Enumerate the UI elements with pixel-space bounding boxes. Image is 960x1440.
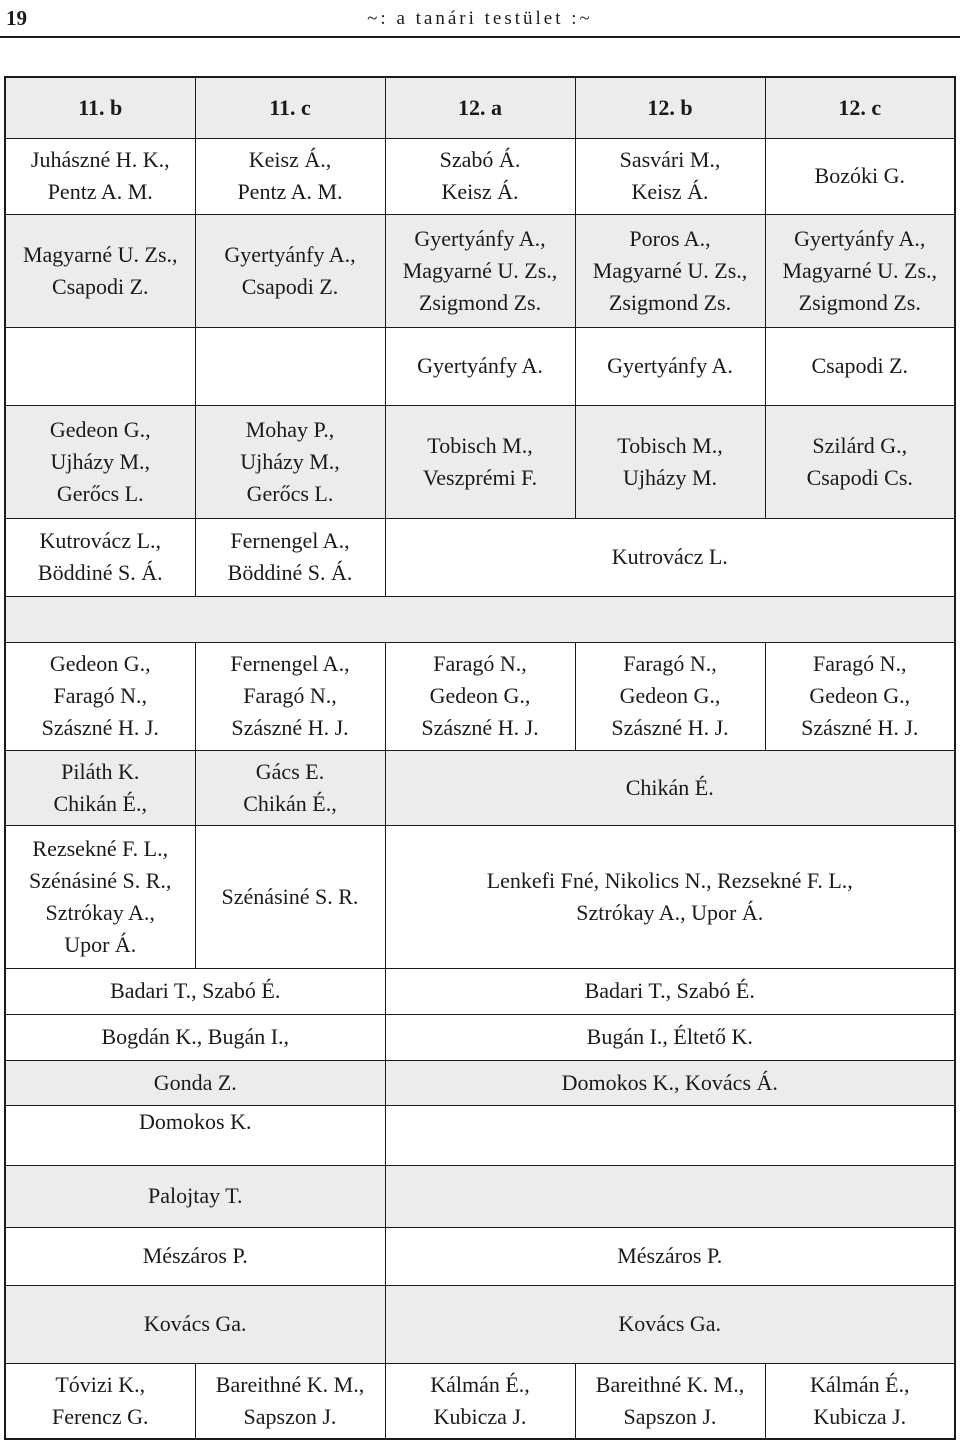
table-cell: Fernengel A., Faragó N., Szászné H. J. (195, 642, 385, 750)
table-cell: Kovács Ga. (5, 1285, 385, 1363)
table-cell: Gyertyánfy A., Csapodi Z. (195, 214, 385, 327)
table-cell: Bareithné K. M., Sapszon J. (195, 1363, 385, 1439)
table-cell: Kovács Ga. (385, 1285, 955, 1363)
table-row (5, 1227, 955, 1285)
table-cell: Juhászné H. K., Pentz A. M. (5, 138, 195, 214)
table-cell: Bozóki G. (765, 138, 955, 214)
table-cell: Kálmán É., Kubicza J. (385, 1363, 575, 1439)
table-cell: Mészáros P. (5, 1227, 385, 1285)
table-cell: Tóvizi K., Ferencz G. (5, 1363, 195, 1439)
table-cell: Fernengel A., Böddiné S. Á. (195, 518, 385, 596)
table-row (5, 750, 955, 825)
table-cell (385, 1105, 955, 1165)
table-cell: Domokos K., Kovács Á. (385, 1060, 955, 1105)
table-cell: Csapodi Z. (765, 327, 955, 405)
table-cell: Chikán É. (385, 750, 955, 825)
table-cell: Mészáros P. (385, 1227, 955, 1285)
table-row (5, 214, 955, 327)
table-cell: Bugán I., Éltető K. (385, 1014, 955, 1060)
table-cell: Magyarné U. Zs., Csapodi Z. (5, 214, 195, 327)
table-row (5, 1285, 955, 1363)
table-cell: Lenkefi Fné, Nikolics N., Rezsekné F. L., Sztrókay A., Upor Á. (385, 825, 955, 968)
table-cell: Mohay P., Ujházy M., Gerőcs L. (195, 405, 385, 518)
col-header: 11. b (5, 77, 195, 138)
table-cell: Kutrovácz L., Böddiné S. Á. (5, 518, 195, 596)
table-row (5, 642, 955, 750)
table-cell: Badari T., Szabó É. (5, 968, 385, 1014)
page-title: ~: a tanári testület :~ (367, 8, 593, 29)
table-row (5, 1363, 955, 1439)
table-row (5, 1165, 955, 1227)
table-cell: Keisz Á., Pentz A. M. (195, 138, 385, 214)
table-cell: Tobisch M., Ujházy M. (575, 405, 765, 518)
table-row (5, 1014, 955, 1060)
table-cell: Tobisch M., Veszprémi F. (385, 405, 575, 518)
table-cell: Faragó N., Gedeon G., Szászné H. J. (765, 642, 955, 750)
table-cell: Szénásiné S. R. (195, 825, 385, 968)
table-cell: Bogdán K., Bugán I., (5, 1014, 385, 1060)
header-rule (0, 36, 960, 38)
table-cell: Kálmán É., Kubicza J. (765, 1363, 955, 1439)
table-cell (385, 1165, 955, 1227)
table-cell: Szilárd G., Csapodi Cs. (765, 405, 955, 518)
table-row (5, 968, 955, 1014)
table-cell: Faragó N., Gedeon G., Szászné H. J. (575, 642, 765, 750)
table-cell: Badari T., Szabó É. (385, 968, 955, 1014)
table-row (5, 327, 955, 405)
header-row (5, 77, 955, 138)
page-number: 19 (6, 6, 27, 30)
table-cell (195, 327, 385, 405)
table-cell: Gedeon G., Faragó N., Szászné H. J. (5, 642, 195, 750)
table-row (5, 518, 955, 596)
table-cell: Rezsekné F. L., Szénásiné S. R., Sztrókay A., Upor Á. (5, 825, 195, 968)
table-cell: Bareithné K. M., Sapszon J. (575, 1363, 765, 1439)
table-cell: Kutrovácz L. (385, 518, 955, 596)
table-cell (5, 327, 195, 405)
table-cell: Faragó N., Gedeon G., Szászné H. J. (385, 642, 575, 750)
table-cell: Gedeon G., Ujházy M., Gerőcs L. (5, 405, 195, 518)
table-cell: Domokos K. (5, 1105, 385, 1165)
spacer-row (5, 596, 955, 642)
table-row (5, 138, 955, 214)
table-cell: Gonda Z. (5, 1060, 385, 1105)
col-header: 11. c (195, 77, 385, 138)
table-cell (5, 596, 955, 642)
col-header: 12. a (385, 77, 575, 138)
table-cell: Sasvári M., Keisz Á. (575, 138, 765, 214)
col-header: 12. c (765, 77, 955, 138)
table-cell: Gyertyánfy A. (385, 327, 575, 405)
table-row (5, 405, 955, 518)
table-cell: Poros A., Magyarné U. Zs., Zsigmond Zs. (575, 214, 765, 327)
table-row (5, 1105, 955, 1165)
table-row (5, 1060, 955, 1105)
table-cell: Gács E. Chikán É., (195, 750, 385, 825)
table-cell: Piláth K. Chikán É., (5, 750, 195, 825)
table-cell: Gyertyánfy A. (575, 327, 765, 405)
table-cell: Szabó Á. Keisz Á. (385, 138, 575, 214)
table-cell: Gyertyánfy A., Magyarné U. Zs., Zsigmond Zs. (385, 214, 575, 327)
page-header (0, 0, 960, 34)
table-cell: Palojtay T. (5, 1165, 385, 1227)
table-cell: Gyertyánfy A., Magyarné U. Zs., Zsigmond Zs. (765, 214, 955, 327)
col-header: 12. b (575, 77, 765, 138)
staff-table (4, 76, 956, 1440)
table-row (5, 825, 955, 968)
